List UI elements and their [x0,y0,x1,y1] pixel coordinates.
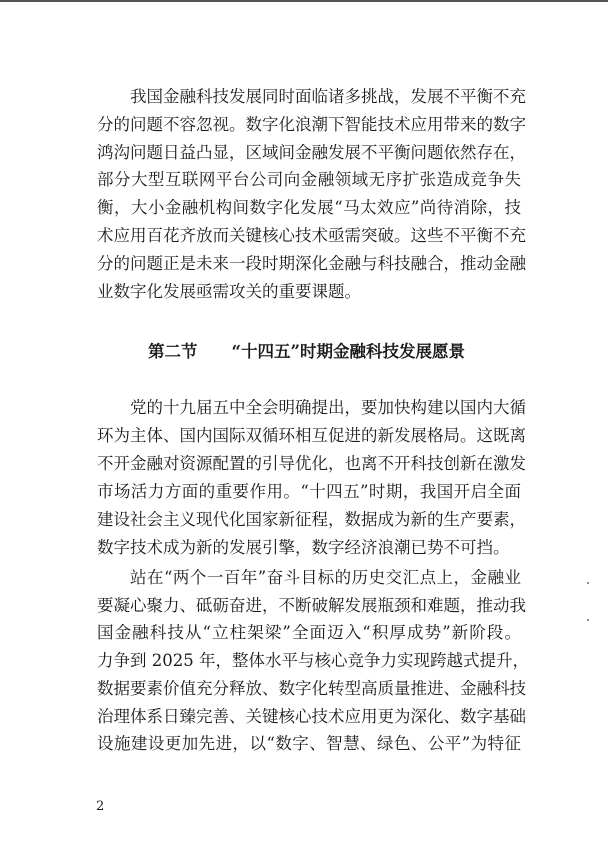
text-line: 数字技术成为新的发展引擎，数字经济浪潮已势不可挡。 [97,538,510,557]
top-border [0,0,608,2]
text-line: 国金融科技从“立柱架梁”全面迈入“积厚成势”新阶段。 [97,623,521,643]
scan-speck [587,619,589,621]
text-line: 术应用百花齐放而关键核心技术亟需突破。这些不平衡不充 [97,226,526,245]
text-line: 市场活力方面的重要作用。“十四五”时期，我国开启全面 [97,482,521,501]
text-line: 环为主体、国内国际双循环相互促进的新发展格局。这既离 [97,426,526,445]
text-line: 要凝心聚力、砥砺奋进，不断破解发展瓶颈和难题，推动我 [97,595,526,615]
text-line: 分的问题不容忽视。数字化浪潮下智能技术应用带来的数字 [97,114,526,134]
text-line: 数据要素价值充分释放、数字化转型高质量推进、金融科技 [97,678,526,698]
text-line: 业数字化发展亟需攻关的重要课题。 [97,281,361,301]
text-line: 设施建设更加先进，以“数字、智慧、绿色、公平”为特征 [97,734,521,754]
text-line: 党的十九届五中全会明确提出，要加快构建以国内大循 [130,398,526,417]
section-title: “十四五”时期金融科技发展愿景 [231,342,465,361]
section-heading [148,341,499,363]
text-line: 我国金融科技发展同时面临诸多挑战，发展不平衡不充 [130,87,526,106]
text-line: 鸿沟问题日益凸显，区域间金融发展不平衡问题依然存在， [97,142,526,162]
text-line: 部分大型互联网平台公司向金融领域无序扩张造成竞争失 [97,170,521,190]
text-line: 站在“两个一百年”奋斗目标的历史交汇点上，金融业 [130,568,521,587]
section-number: 第二节 [148,342,198,361]
text-line: 衡，大小金融机构间数字化发展“马太效应”尚待消除，技 [97,198,521,218]
scan-speck [587,582,589,584]
page-number: 2 [96,799,105,814]
text-line: 治理体系日臻完善、关键核心技术应用更为深化、数字基础 [97,706,526,726]
text-line: 力争到 2025 年，整体水平与核心竞争力实现跨越式提升， [97,651,529,671]
text-line: 分的问题正是未来一段时期深化金融与科技融合，推动金融 [97,253,526,273]
text-line: 不开金融对资源配置的引导优化，也离不开科技创新在激发 [97,454,526,473]
text-line: 建设社会主义现代化国家新征程，数据成为新的生产要素， [97,510,526,529]
